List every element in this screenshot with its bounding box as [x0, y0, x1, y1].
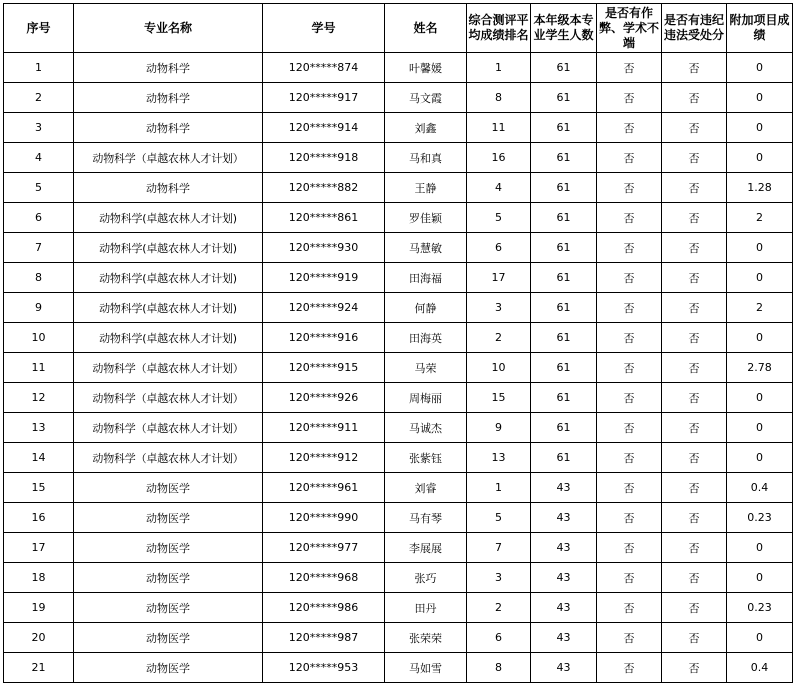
cell-serial-number: 9: [4, 293, 74, 323]
table-row: [4, 653, 793, 683]
cell-cheating: 否: [597, 623, 662, 653]
cell-student-id: 120*****961: [263, 473, 385, 503]
cell-student-count: 61: [531, 143, 597, 173]
cell-discipline: 否: [662, 323, 727, 353]
cell-discipline: 否: [662, 593, 727, 623]
cell-student-count: 61: [531, 83, 597, 113]
cell-serial-number: 12: [4, 383, 74, 413]
cell-cheating: 否: [597, 143, 662, 173]
cell-student-id: 120*****918: [263, 143, 385, 173]
table-row: [4, 323, 793, 353]
header-row: [4, 4, 793, 53]
cell-serial-number: 6: [4, 203, 74, 233]
cell-serial-number: 2: [4, 83, 74, 113]
cell-discipline: 否: [662, 143, 727, 173]
cell-serial-number: 7: [4, 233, 74, 263]
cell-cheating: 否: [597, 473, 662, 503]
cell-assessment-rank: 6: [467, 623, 531, 653]
cell-serial-number: 18: [4, 563, 74, 593]
cell-name: 叶馨媛: [385, 53, 467, 83]
cell-major-name: 动物医学: [74, 593, 263, 623]
table-body: [4, 53, 793, 683]
cell-cheating: 否: [597, 353, 662, 383]
cell-student-id: 120*****917: [263, 83, 385, 113]
cell-name: 马如雪: [385, 653, 467, 683]
cell-name: 田海福: [385, 263, 467, 293]
cell-discipline: 否: [662, 413, 727, 443]
table-row: [4, 533, 793, 563]
cell-major-name: 动物医学: [74, 653, 263, 683]
cell-extra-score: 2: [727, 293, 793, 323]
cell-assessment-rank: 13: [467, 443, 531, 473]
cell-cheating: 否: [597, 593, 662, 623]
cell-assessment-rank: 7: [467, 533, 531, 563]
cell-cheating: 否: [597, 173, 662, 203]
cell-serial-number: 13: [4, 413, 74, 443]
header-extra-score: 附加项目成绩: [727, 4, 793, 53]
cell-major-name: 动物科学（卓越农林人才计划）: [74, 413, 263, 443]
cell-name: 张荣荣: [385, 623, 467, 653]
cell-student-count: 61: [531, 323, 597, 353]
cell-name: 周梅丽: [385, 383, 467, 413]
cell-major-name: 动物科学: [74, 53, 263, 83]
cell-major-name: 动物科学(卓越农林人才计划): [74, 293, 263, 323]
cell-serial-number: 11: [4, 353, 74, 383]
cell-name: 田丹: [385, 593, 467, 623]
cell-assessment-rank: 15: [467, 383, 531, 413]
cell-name: 刘鑫: [385, 113, 467, 143]
cell-discipline: 否: [662, 233, 727, 263]
table-row: [4, 353, 793, 383]
cell-major-name: 动物医学: [74, 623, 263, 653]
cell-student-id: 120*****926: [263, 383, 385, 413]
cell-name: 李展展: [385, 533, 467, 563]
cell-student-id: 120*****930: [263, 233, 385, 263]
cell-major-name: 动物医学: [74, 533, 263, 563]
cell-serial-number: 10: [4, 323, 74, 353]
header-name: 姓名: [385, 4, 467, 53]
table-row: [4, 83, 793, 113]
cell-extra-score: 0.4: [727, 473, 793, 503]
cell-major-name: 动物科学(卓越农林人才计划): [74, 233, 263, 263]
cell-assessment-rank: 8: [467, 653, 531, 683]
cell-student-id: 120*****914: [263, 113, 385, 143]
cell-discipline: 否: [662, 203, 727, 233]
cell-name: 田海英: [385, 323, 467, 353]
cell-cheating: 否: [597, 233, 662, 263]
header-student-count: 本年级本专业学生人数: [531, 4, 597, 53]
cell-major-name: 动物医学: [74, 563, 263, 593]
cell-extra-score: 0: [727, 263, 793, 293]
cell-serial-number: 3: [4, 113, 74, 143]
cell-discipline: 否: [662, 263, 727, 293]
cell-discipline: 否: [662, 623, 727, 653]
cell-assessment-rank: 9: [467, 413, 531, 443]
cell-discipline: 否: [662, 293, 727, 323]
cell-major-name: 动物科学（卓越农林人才计划）: [74, 443, 263, 473]
cell-cheating: 否: [597, 113, 662, 143]
cell-student-id: 120*****861: [263, 203, 385, 233]
table-row: [4, 263, 793, 293]
cell-discipline: 否: [662, 83, 727, 113]
cell-student-count: 43: [531, 653, 597, 683]
cell-discipline: 否: [662, 533, 727, 563]
cell-student-count: 61: [531, 203, 597, 233]
table-row: [4, 293, 793, 323]
cell-extra-score: 0: [727, 413, 793, 443]
cell-name: 张紫钰: [385, 443, 467, 473]
table-row: [4, 593, 793, 623]
cell-student-count: 61: [531, 233, 597, 263]
table-row: [4, 443, 793, 473]
cell-serial-number: 19: [4, 593, 74, 623]
cell-student-count: 61: [531, 53, 597, 83]
cell-cheating: 否: [597, 53, 662, 83]
cell-assessment-rank: 3: [467, 563, 531, 593]
cell-extra-score: 2.78: [727, 353, 793, 383]
cell-extra-score: 0: [727, 443, 793, 473]
cell-discipline: 否: [662, 113, 727, 143]
table-row: [4, 173, 793, 203]
table-row: [4, 53, 793, 83]
cell-student-id: 120*****986: [263, 593, 385, 623]
table-row: [4, 233, 793, 263]
cell-discipline: 否: [662, 473, 727, 503]
cell-student-id: 120*****924: [263, 293, 385, 323]
cell-student-id: 120*****911: [263, 413, 385, 443]
cell-cheating: 否: [597, 293, 662, 323]
cell-serial-number: 15: [4, 473, 74, 503]
table-row: [4, 623, 793, 653]
header-student-id: 学号: [263, 4, 385, 53]
cell-major-name: 动物科学(卓越农林人才计划): [74, 323, 263, 353]
cell-extra-score: 0: [727, 383, 793, 413]
cell-name: 罗佳颖: [385, 203, 467, 233]
cell-major-name: 动物科学: [74, 113, 263, 143]
cell-discipline: 否: [662, 503, 727, 533]
cell-name: 刘睿: [385, 473, 467, 503]
cell-extra-score: 0.4: [727, 653, 793, 683]
student-assessment-table: [3, 3, 793, 683]
cell-extra-score: 0: [727, 143, 793, 173]
cell-cheating: 否: [597, 653, 662, 683]
cell-assessment-rank: 17: [467, 263, 531, 293]
cell-student-count: 61: [531, 413, 597, 443]
cell-student-id: 120*****882: [263, 173, 385, 203]
cell-serial-number: 8: [4, 263, 74, 293]
cell-student-id: 120*****977: [263, 533, 385, 563]
cell-major-name: 动物医学: [74, 473, 263, 503]
cell-discipline: 否: [662, 53, 727, 83]
header-cheating: 是否有作弊、学术不端: [597, 4, 662, 53]
cell-extra-score: 0: [727, 53, 793, 83]
cell-student-count: 61: [531, 113, 597, 143]
header-serial-number: 序号: [4, 4, 74, 53]
cell-assessment-rank: 4: [467, 173, 531, 203]
cell-extra-score: 0: [727, 113, 793, 143]
cell-serial-number: 4: [4, 143, 74, 173]
cell-name: 马荣: [385, 353, 467, 383]
cell-serial-number: 14: [4, 443, 74, 473]
cell-student-id: 120*****987: [263, 623, 385, 653]
table-row: [4, 503, 793, 533]
cell-extra-score: 0: [727, 233, 793, 263]
cell-major-name: 动物科学(卓越农林人才计划): [74, 263, 263, 293]
cell-cheating: 否: [597, 533, 662, 563]
cell-extra-score: 0: [727, 533, 793, 563]
cell-student-count: 61: [531, 293, 597, 323]
cell-major-name: 动物科学（卓越农林人才计划）: [74, 353, 263, 383]
cell-serial-number: 20: [4, 623, 74, 653]
cell-name: 马有琴: [385, 503, 467, 533]
cell-student-id: 120*****953: [263, 653, 385, 683]
cell-extra-score: 0: [727, 323, 793, 353]
cell-assessment-rank: 2: [467, 593, 531, 623]
cell-student-count: 61: [531, 263, 597, 293]
cell-cheating: 否: [597, 263, 662, 293]
cell-student-count: 43: [531, 563, 597, 593]
cell-student-id: 120*****915: [263, 353, 385, 383]
cell-major-name: 动物科学（卓越农林人才计划）: [74, 143, 263, 173]
cell-student-id: 120*****968: [263, 563, 385, 593]
cell-assessment-rank: 1: [467, 473, 531, 503]
cell-student-id: 120*****912: [263, 443, 385, 473]
cell-student-id: 120*****874: [263, 53, 385, 83]
cell-cheating: 否: [597, 563, 662, 593]
cell-cheating: 否: [597, 503, 662, 533]
cell-cheating: 否: [597, 443, 662, 473]
cell-serial-number: 16: [4, 503, 74, 533]
cell-student-count: 61: [531, 353, 597, 383]
cell-cheating: 否: [597, 203, 662, 233]
cell-extra-score: 0: [727, 623, 793, 653]
cell-assessment-rank: 16: [467, 143, 531, 173]
cell-serial-number: 1: [4, 53, 74, 83]
table-row: [4, 473, 793, 503]
cell-serial-number: 21: [4, 653, 74, 683]
cell-name: 马慧敏: [385, 233, 467, 263]
cell-serial-number: 17: [4, 533, 74, 563]
header-major-name: 专业名称: [74, 4, 263, 53]
cell-student-count: 61: [531, 383, 597, 413]
cell-extra-score: 0.23: [727, 503, 793, 533]
table-row: [4, 563, 793, 593]
cell-assessment-rank: 8: [467, 83, 531, 113]
cell-major-name: 动物医学: [74, 503, 263, 533]
cell-major-name: 动物科学: [74, 83, 263, 113]
cell-student-id: 120*****919: [263, 263, 385, 293]
cell-student-id: 120*****916: [263, 323, 385, 353]
cell-assessment-rank: 6: [467, 233, 531, 263]
table-row: [4, 203, 793, 233]
cell-major-name: 动物科学（卓越农林人才计划）: [74, 383, 263, 413]
cell-student-count: 61: [531, 173, 597, 203]
cell-extra-score: 0: [727, 563, 793, 593]
cell-assessment-rank: 10: [467, 353, 531, 383]
cell-name: 何静: [385, 293, 467, 323]
cell-student-count: 43: [531, 593, 597, 623]
cell-assessment-rank: 1: [467, 53, 531, 83]
cell-extra-score: 0: [727, 83, 793, 113]
cell-assessment-rank: 3: [467, 293, 531, 323]
cell-student-count: 61: [531, 443, 597, 473]
cell-discipline: 否: [662, 443, 727, 473]
table-row: [4, 413, 793, 443]
cell-student-count: 43: [531, 533, 597, 563]
cell-major-name: 动物科学: [74, 173, 263, 203]
cell-student-count: 43: [531, 473, 597, 503]
cell-name: 马诚杰: [385, 413, 467, 443]
header-discipline: 是否有违纪违法受处分: [662, 4, 727, 53]
table-row: [4, 383, 793, 413]
cell-cheating: 否: [597, 383, 662, 413]
cell-extra-score: 1.28: [727, 173, 793, 203]
cell-discipline: 否: [662, 383, 727, 413]
cell-assessment-rank: 5: [467, 503, 531, 533]
cell-discipline: 否: [662, 563, 727, 593]
table-row: [4, 143, 793, 173]
cell-assessment-rank: 2: [467, 323, 531, 353]
cell-cheating: 否: [597, 83, 662, 113]
cell-student-count: 43: [531, 623, 597, 653]
cell-name: 马文霞: [385, 83, 467, 113]
cell-assessment-rank: 5: [467, 203, 531, 233]
cell-cheating: 否: [597, 323, 662, 353]
cell-serial-number: 5: [4, 173, 74, 203]
cell-discipline: 否: [662, 353, 727, 383]
cell-discipline: 否: [662, 173, 727, 203]
cell-cheating: 否: [597, 413, 662, 443]
cell-extra-score: 2: [727, 203, 793, 233]
cell-major-name: 动物科学(卓越农林人才计划): [74, 203, 263, 233]
cell-name: 张巧: [385, 563, 467, 593]
cell-student-count: 43: [531, 503, 597, 533]
cell-extra-score: 0.23: [727, 593, 793, 623]
cell-discipline: 否: [662, 653, 727, 683]
cell-name: 马和真: [385, 143, 467, 173]
cell-assessment-rank: 11: [467, 113, 531, 143]
cell-name: 王静: [385, 173, 467, 203]
table-row: [4, 113, 793, 143]
header-assessment-rank: 综合测评平均成绩排名: [467, 4, 531, 53]
cell-student-id: 120*****990: [263, 503, 385, 533]
